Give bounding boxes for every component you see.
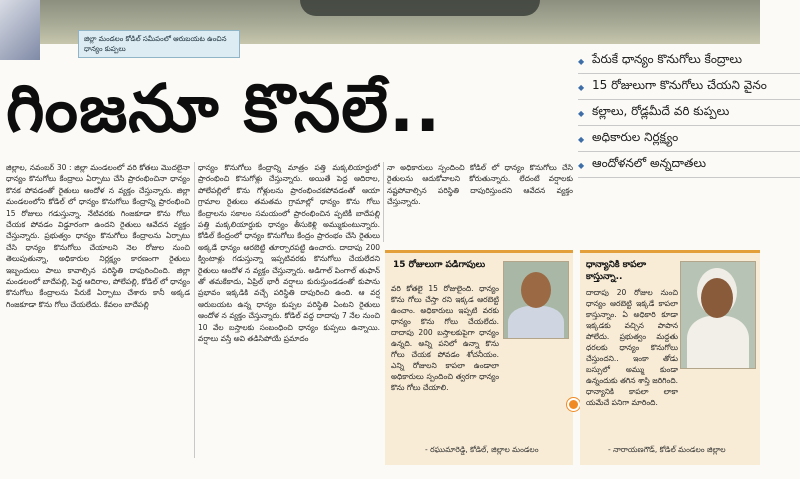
orange-bullet-icon [567, 398, 580, 411]
highlight-item: ◆ 15 రోజులుగా కొనుగోలు చేయని వైనం [578, 74, 800, 100]
quote-text: దాదాపు 20 రోజుల నుంచి ధాన్యం ఆరబెట్టి ఇక్కడే కాపలా కాస్తున్నాం. ఏ అధికారి కూడా ఇక్కడకు వచ్చిన పాపాన పోలేదు. ప్రభుత్వం మద్దతు ధరలకు ధాన్యం కొనుగోలు చేస్తుందని.. ఇంకా తోడు బస్సులో అమ్ము కుండా ఉన్నందుకు తగిన శాస్తి జరిగింది. ధాన్యానికి కాపలా లాకా యమేచే పనిగా మారింది. [586, 288, 678, 407]
highlight-item: ◆ పేరుకే ధాన్యం కొనుగోలు కేంద్రాలు [578, 48, 800, 74]
article-column-1: జిల్లాల, నవంబర్ 30 : జిల్లా మండలంలో వరి కోతలు మొదలైనా ధాన్యం కొనుగోలు కేంద్రాలు ఏర్పాటు చేసి ప్రారంభించినా ధాన్యం కొనక పోవడంతో రైతులు ఆందోళ న వ్యక్తం చేస్తున్నారు. జిల్లా మండలంలోని కోడిల్ లో ధాన్యం కొనుగోలు కేంద్రాన్ని ప్రారంభించి 15 రోజులు గడుస్తున్నా. నేటివరకు గింజకూడా కొను గోలు చేయక పోవడం విడ్డూరంగా ఉందని రైతులు ఆవేదన వ్యక్తం చేస్తున్నారు. ప్రభుత్వం ధాన్యం కొనుగోలు కేంద్రాలను ఏర్పాటు చేసి ధాన్యం కొనుగోలు చేయాలని నెల రోజుల నుంచి తెలుపుతున్నా, అధికారుల నిర్లక్ష్యం కారణంగా రైతులు ఇబ్బందులు పాలు కావాల్సిన పరిస్థితి దాపురించింది. జిల్లా మండలంలో బాదేపల్లి, పెద్ద ఆదిరాల, పోలేపల్లి, కోడిల్ లో ధాన్యం కొనుగోలు కేంద్రాలను పేరుకే ఏర్పాటు చేశారు కానీ అక్కడ గింజకూడా కొను గోలు చేయలేదు. కేవలం బాదేపల్లి [6, 163, 190, 309]
quote-box-farmer-2 [580, 250, 760, 465]
highlight-item: ◆ ఆందోళనలో అన్నదాతలు [578, 152, 800, 178]
quote-box-title: ధాన్యానికి కాపలా కాస్తున్నా.. [586, 260, 647, 282]
photo-caption: జిల్లా మండలం కోడిల్ సమీపంలో ఆరుబయట ఉంచిన ధాన్యం కుప్పలు [78, 30, 240, 58]
photo-grain-tarp [300, 0, 540, 16]
article-column-3: నా అధికారులు స్పందించి కోడిల్ లో ధాన్యం కొనుగోలు చేసి రైతులను ఆదుకోవాలని కోరుతున్నారు. లేదంటే వర్షాలకు నష్టపోవాల్సిన పరిస్థితి దాపురిస్తుందని ఆవేదన వ్యక్తం చేస్తున్నారు. [387, 163, 573, 207]
headline: గింజనూ కొనలే.. [6, 70, 442, 147]
column-divider [194, 162, 195, 458]
quote-box-title: 15 రోజులుగా పడిగాపులు [393, 260, 486, 270]
left-photo-corner [0, 0, 40, 60]
highlight-item: ◆ అధికారుల నిర్లక్ష్యం [578, 126, 800, 152]
quote-byline: - నారాయణగౌడ్, కోడిల్ మండలం జిల్లాల [608, 445, 726, 454]
quote-byline: - రఘుమారెడ్డి, కోడిల్, జిల్లాల మండలం [425, 445, 539, 454]
highlight-item: ◆ కల్లాలు, రోడ్లమీదే వరి కుప్పలు [578, 100, 800, 126]
quote-text: వరి కోతలై 15 రోజులైంది. ధాన్యం కొను గోలు చేస్తా రని ఇక్కడ ఆరబెట్టి ఉంచాం. అధికారులు ఇప్పటి వరకు ధాన్యం కొను గోలు చేయలేదు. దాదాపు 200 బస్తాలకుపైగా ధాన్యం ఉన్నది. అన్ని పనిలో ఉన్నా కొను గోలు చేయక పోవడం శోచనీయం. ఎన్ని రోజులని కాపలా ఉండాలా అధికారులు స్పందించి త్వరగా ధాన్యం కొను గోలు చేయాలి. [391, 284, 499, 392]
farmer-photo [680, 261, 756, 369]
farmer-photo [503, 261, 569, 339]
article-column-2: ధాన్యం కొనుగోలు కేంద్రాన్ని మాత్రం పత్తి మక్కలియార్డులో ప్రారంభించి కొనుగోళ్లు చేస్తున్నారు. అయితే పెద్ద ఆదిరాల, పోలేపల్లిలో కొను గోళ్లులను ప్రారంభించకపోవడంతో ఆయా గ్రామాల రైతులు తమతమ గ్రామాల్లో ధాన్యం కొను గోలు కేంద్రాలను సకాలం సమయంలో ప్రారంభించిన ప్పటికీ బాదేపల్లి పత్తి మక్కలియార్డుకు ధాన్యం తీసుకెళ్లి అమ్ముకుంటున్నారు. కోడిల్ కేంద్రంలో ధాన్యం కొనుగోలు కేంద్రం ప్రారంభం చేసి రైతులు అక్కడే ధాన్యం ఆరబెట్టి తూర్పారపట్టి ఉంచారు. దాదాపు 200 క్వింటాళ్లు గడుస్తున్నా ఇప్పటివరకు కొనుగోలు చేయలేదని రైతులు ఆందోళ న వ్యక్తం చేస్తున్నారు. అడిగాల్ పింగాల్ తుఫాన్ తో తమకేకాదు, ఏప్రిల్ భారీ వర్షాలు కురుస్తుండడంతో కుపాను ప్రభావం ఇక్కడికి వచ్చే పరిస్థితి దాపురించి ఉంది. ఆ వర్ష ఆరుబయట ఉన్న ధాన్యం కుప్పల పరిస్థితి ఏంటని రైతులు ఆందోళ న వ్యక్తం చేస్తున్నారు. కోడిల్ వద్ద దాదాపు 7 నేల నుంచి 10 వేల బస్తాలకు సంబంధించి ధాన్యం కుప్పలు ఉన్నాయి. వర్షాలు వస్తే అవి తడిసిపోయే ప్రమాదం [198, 163, 380, 344]
quote-box-farmer-1 [385, 250, 573, 465]
column-divider [383, 162, 384, 242]
highlights-list [578, 48, 800, 178]
